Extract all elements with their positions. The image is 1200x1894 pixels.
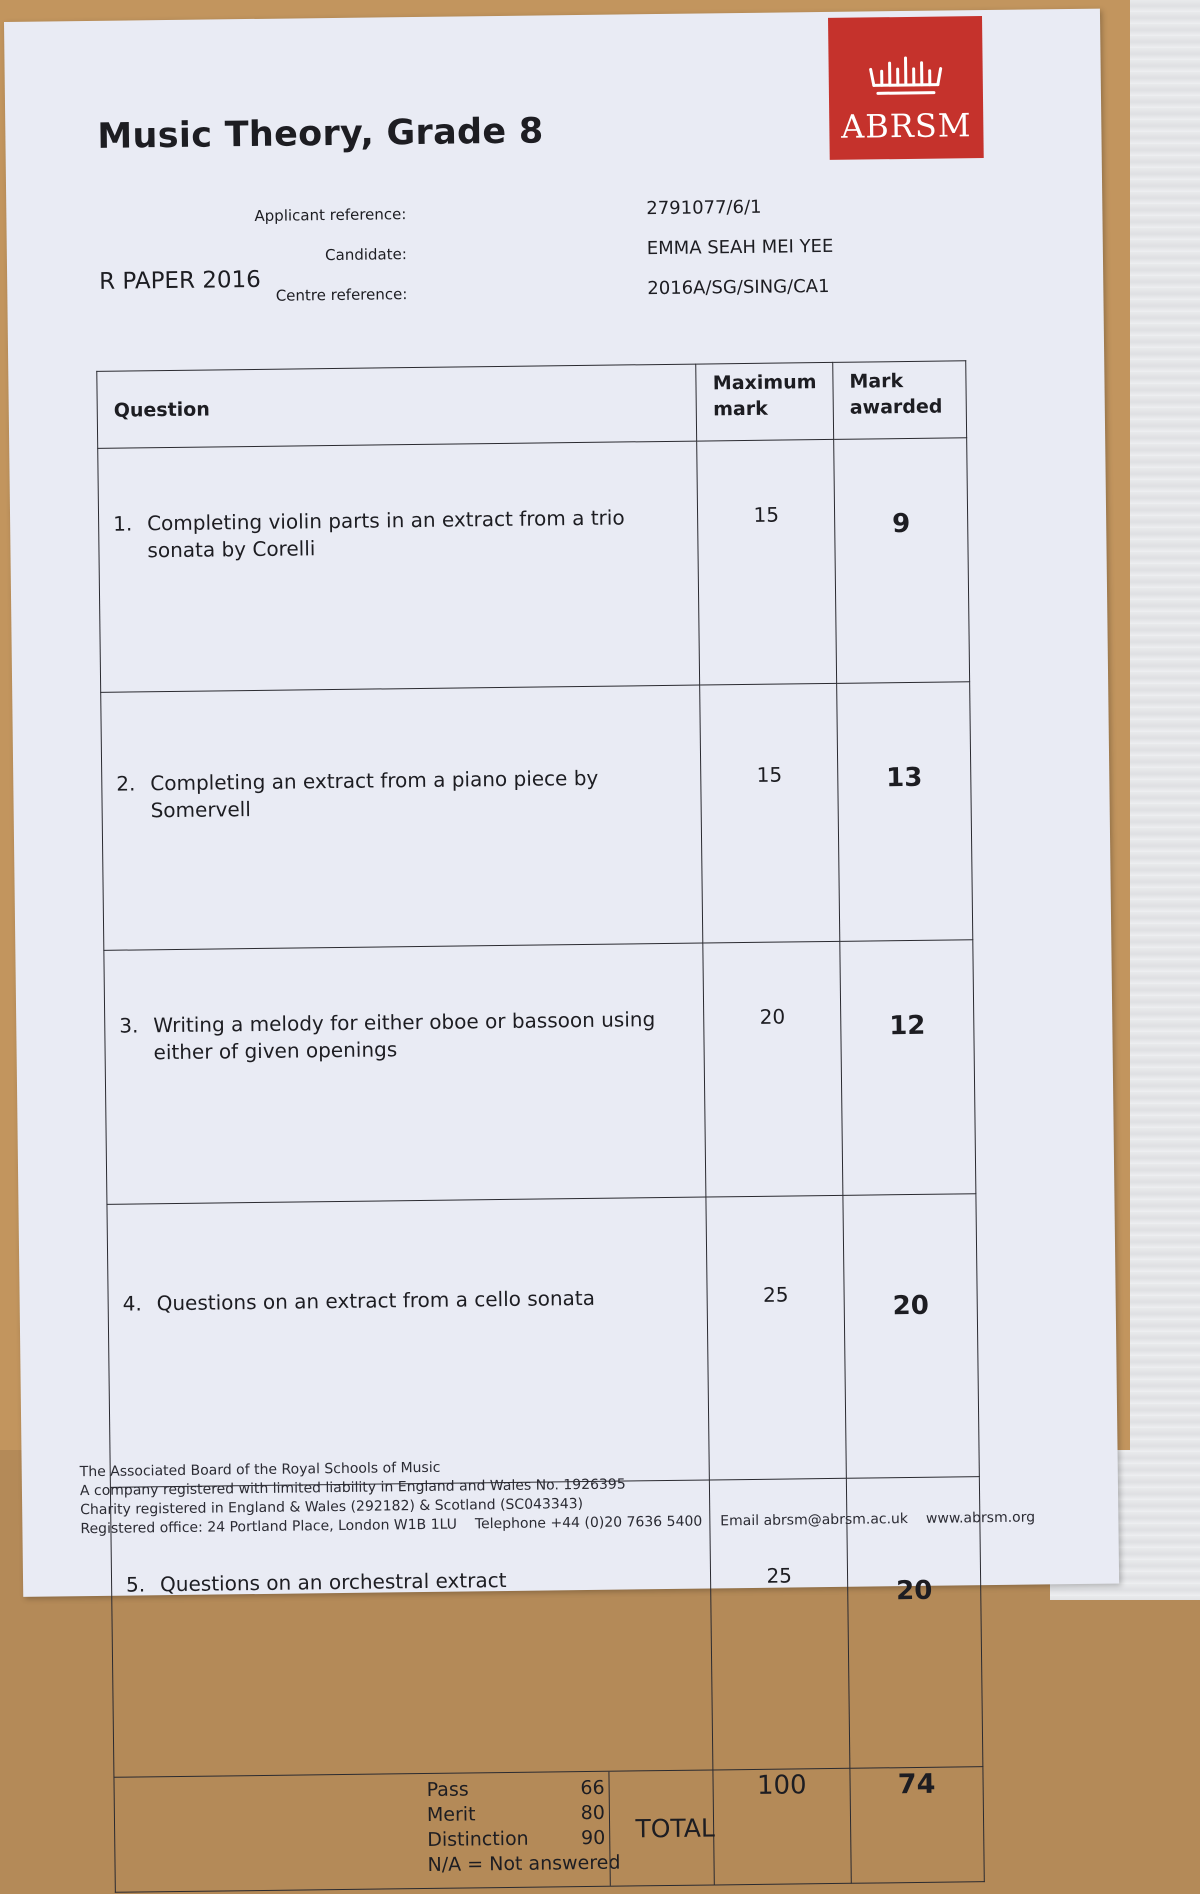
total-row: [114, 1767, 984, 1893]
question-text: Writing a melody for either oboe or bassoon using either of given openings: [153, 1006, 684, 1066]
ref-value: 2791077/6/1: [646, 197, 761, 219]
page-title: Music Theory, Grade 8: [97, 111, 544, 156]
header-question: Question: [97, 364, 697, 448]
maximum-mark: 25: [710, 1478, 850, 1770]
maximum-mark: 15: [697, 439, 837, 685]
footer-line: The Associated Board of the Royal Schools of Music: [80, 1451, 1080, 1482]
footer-line: Charity registered in England & Wales (292182) & Scotland (SC043343): [80, 1489, 1080, 1520]
table-row: [101, 682, 973, 951]
total-label: TOTAL: [608, 1770, 740, 1886]
mark-awarded: 9: [834, 438, 970, 684]
grade-value: 80: [581, 1801, 605, 1826]
ref-value: EMMA SEAH MEI YEE: [647, 236, 834, 259]
maximum-mark: 15: [700, 683, 840, 943]
question-number: 1.: [113, 510, 148, 564]
question-number: 3.: [119, 1012, 154, 1066]
mark-awarded: 12: [840, 940, 976, 1196]
maximum-mark: 20: [703, 941, 843, 1197]
footer-line: A company registered with limited liability in England and Wales No. 1926395: [80, 1470, 1080, 1501]
grade-boundaries-cell: [114, 1770, 715, 1892]
ref-label: Centre reference:: [187, 285, 407, 306]
question-number: 2.: [116, 770, 151, 824]
logo-text: ABRSM: [841, 106, 972, 146]
maximum-mark: 25: [706, 1195, 846, 1480]
question-text: Questions on an orchestral extract: [160, 1567, 507, 1598]
grade-boundaries: [426, 1776, 605, 1878]
result-sheet: [4, 9, 1119, 1597]
footer: [80, 1451, 1081, 1539]
table-row: [98, 438, 970, 693]
question-text: Questions on an extract from a cello sonata: [157, 1285, 596, 1317]
ref-label: Applicant reference:: [186, 205, 406, 226]
header-mark-awarded: Mark awarded: [833, 361, 967, 440]
table-header: [97, 361, 967, 449]
question-number: 5.: [126, 1571, 160, 1598]
crown-icon: [867, 55, 944, 100]
marks-table: [96, 360, 985, 1893]
total-awarded: 74: [850, 1767, 984, 1884]
mark-awarded: 20: [843, 1194, 979, 1479]
question-number: 4.: [123, 1290, 157, 1317]
grade-value: 90: [581, 1826, 605, 1851]
mark-awarded: 20: [846, 1477, 983, 1769]
paper-label: R PAPER 2016: [99, 267, 261, 295]
footer-website: www.abrsm.org: [926, 1509, 1035, 1529]
ref-label: Candidate:: [187, 245, 407, 266]
total-maximum: 100: [713, 1768, 851, 1885]
ref-value: 2016A/SG/SING/CA1: [647, 276, 829, 299]
footer-email: Email abrsm@abrsm.ac.uk: [720, 1510, 908, 1531]
mark-awarded: 13: [837, 682, 973, 942]
grade-label: Distinction: [427, 1827, 529, 1853]
grade-label: Merit: [427, 1802, 476, 1828]
footer-telephone: Telephone +44 (0)20 7636 5400: [475, 1513, 703, 1535]
not-answered-note: N/A = Not answered: [427, 1851, 605, 1878]
grade-value: 66: [580, 1776, 604, 1801]
table-row: [107, 1194, 979, 1488]
table-row: [104, 940, 976, 1205]
question-text: Completing violin parts in an extract from a trio sonata by Corelli: [147, 504, 678, 564]
question-text: Completing an extract from a piano piece by Somervell: [150, 764, 681, 824]
grade-label: Pass: [426, 1777, 468, 1803]
footer-address: Registered office: 24 Portland Place, London W1B 1LU: [80, 1516, 457, 1540]
header-maximum-mark: Maximum mark: [696, 362, 834, 441]
abrsm-logo: [828, 16, 984, 160]
